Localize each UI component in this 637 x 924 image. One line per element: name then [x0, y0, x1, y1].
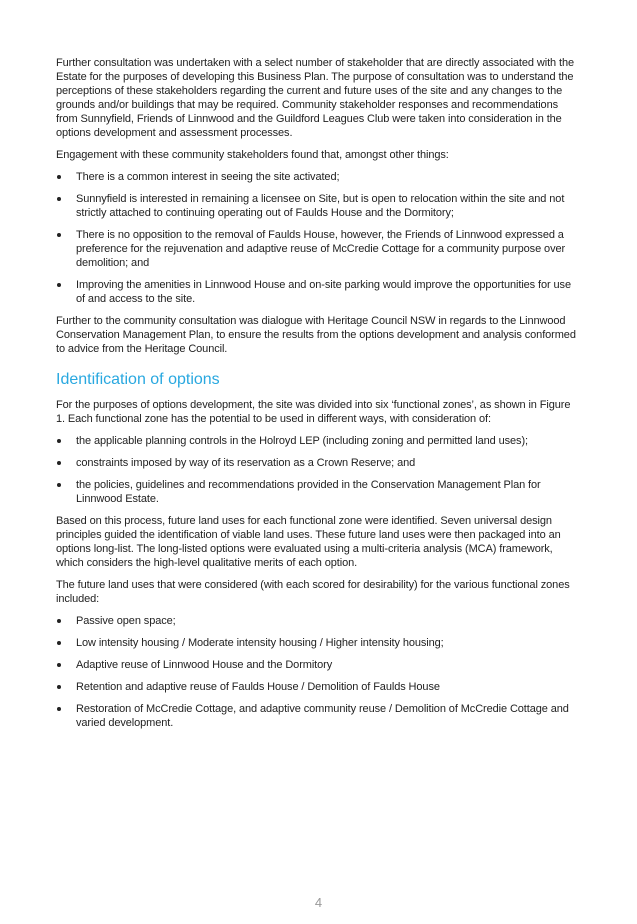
list-item: Low intensity housing / Moderate intensity housing / Higher intensity housing; — [56, 636, 582, 650]
list-item: Passive open space; — [56, 614, 582, 628]
page-content — [56, 56, 582, 738]
consideration-list — [56, 434, 582, 506]
intro-paragraph-2: Engagement with these community stakeholders found that, amongst other things: — [56, 149, 449, 161]
stakeholder-findings-list — [56, 170, 582, 306]
bullet-icon — [57, 663, 61, 667]
list-item: Restoration of McCredie Cottage, and adaptive community reuse / Demolition of McCredie Cottage and varied development. — [56, 702, 582, 730]
section-paragraph-1: For the purposes of options development, the site was divided into six ‘functional zones’, as shown in Figure 1. Each functional zone has the potential to be used in different ways, with consideration of: — [56, 399, 571, 425]
bullet-icon — [57, 707, 61, 711]
section-paragraph-2: Based on this process, future land uses for each functional zone were identified. Seven universal design principles guided the identification of viable land uses. These future land uses were then packaged into an options long-list. The long-listed options were evaluated using a multi-criteria analysis (MCA) framework, which considers the high-level qualitative merits of each option. — [56, 515, 561, 569]
bullet-icon — [57, 685, 61, 689]
bullet-icon — [57, 175, 61, 179]
intro-paragraph-1: Further consultation was undertaken with a select number of stakeholder that are directly associated with the Estate for the purposes of developing this Business Plan. The purpose of consultation was to understand the perceptions of these stakeholders regarding the current and future uses of the site and any changes to the grounds and/or buildings that may be required. Community stakeholder responses and recommendations from Sunnyfield, Friends of Linnwood and the Guildford Leagues Club were taken into consideration in the options development and assessment processes. — [56, 57, 574, 139]
list-item: Sunnyfield is interested in remaining a licensee on Site, but is open to relocation within the site and not strictly attached to continuing operating out of Faulds House and the Dormitory; — [56, 192, 582, 220]
list-item: constraints imposed by way of its reservation as a Crown Reserve; and — [56, 456, 582, 470]
list-item: the applicable planning controls in the Holroyd LEP (including zoning and permitted land uses); — [56, 434, 582, 448]
bullet-icon — [57, 483, 61, 487]
bullet-icon — [57, 197, 61, 201]
page-number: 4 — [314, 895, 323, 910]
bullet-icon — [57, 641, 61, 645]
bullet-icon — [57, 619, 61, 623]
bullet-icon — [57, 233, 61, 237]
land-uses-list — [56, 614, 582, 730]
list-item: Retention and adaptive reuse of Faulds House / Demolition of Faulds House — [56, 680, 582, 694]
list-item: There is no opposition to the removal of Faulds House, however, the Friends of Linnwood expressed a preference for the rejuvenation and adaptive reuse of McCredie Cottage for a community purpose over demolition; and — [56, 228, 582, 270]
bullet-icon — [57, 439, 61, 443]
list-item: There is a common interest in seeing the site activated; — [56, 170, 582, 184]
section-paragraph-3: The future land uses that were considered (with each scored for desirability) for the various functional zones included: — [56, 579, 570, 605]
intro-paragraph-3: Further to the community consultation was dialogue with Heritage Council NSW in regards to the Linnwood Conservation Management Plan, to ensure the results from the options development and analysis conformed to advice from the Heritage Council. — [56, 315, 576, 355]
list-item: Adaptive reuse of Linnwood House and the Dormitory — [56, 658, 582, 672]
list-item: the policies, guidelines and recommendations provided in the Conservation Management Plan for Linnwood Estate. — [56, 478, 582, 506]
bullet-icon — [57, 283, 61, 287]
list-item: Improving the amenities in Linnwood House and on-site parking would improve the opportunities for use of and access to the site. — [56, 278, 582, 306]
bullet-icon — [57, 461, 61, 465]
section-heading: Identification of options — [56, 371, 220, 388]
